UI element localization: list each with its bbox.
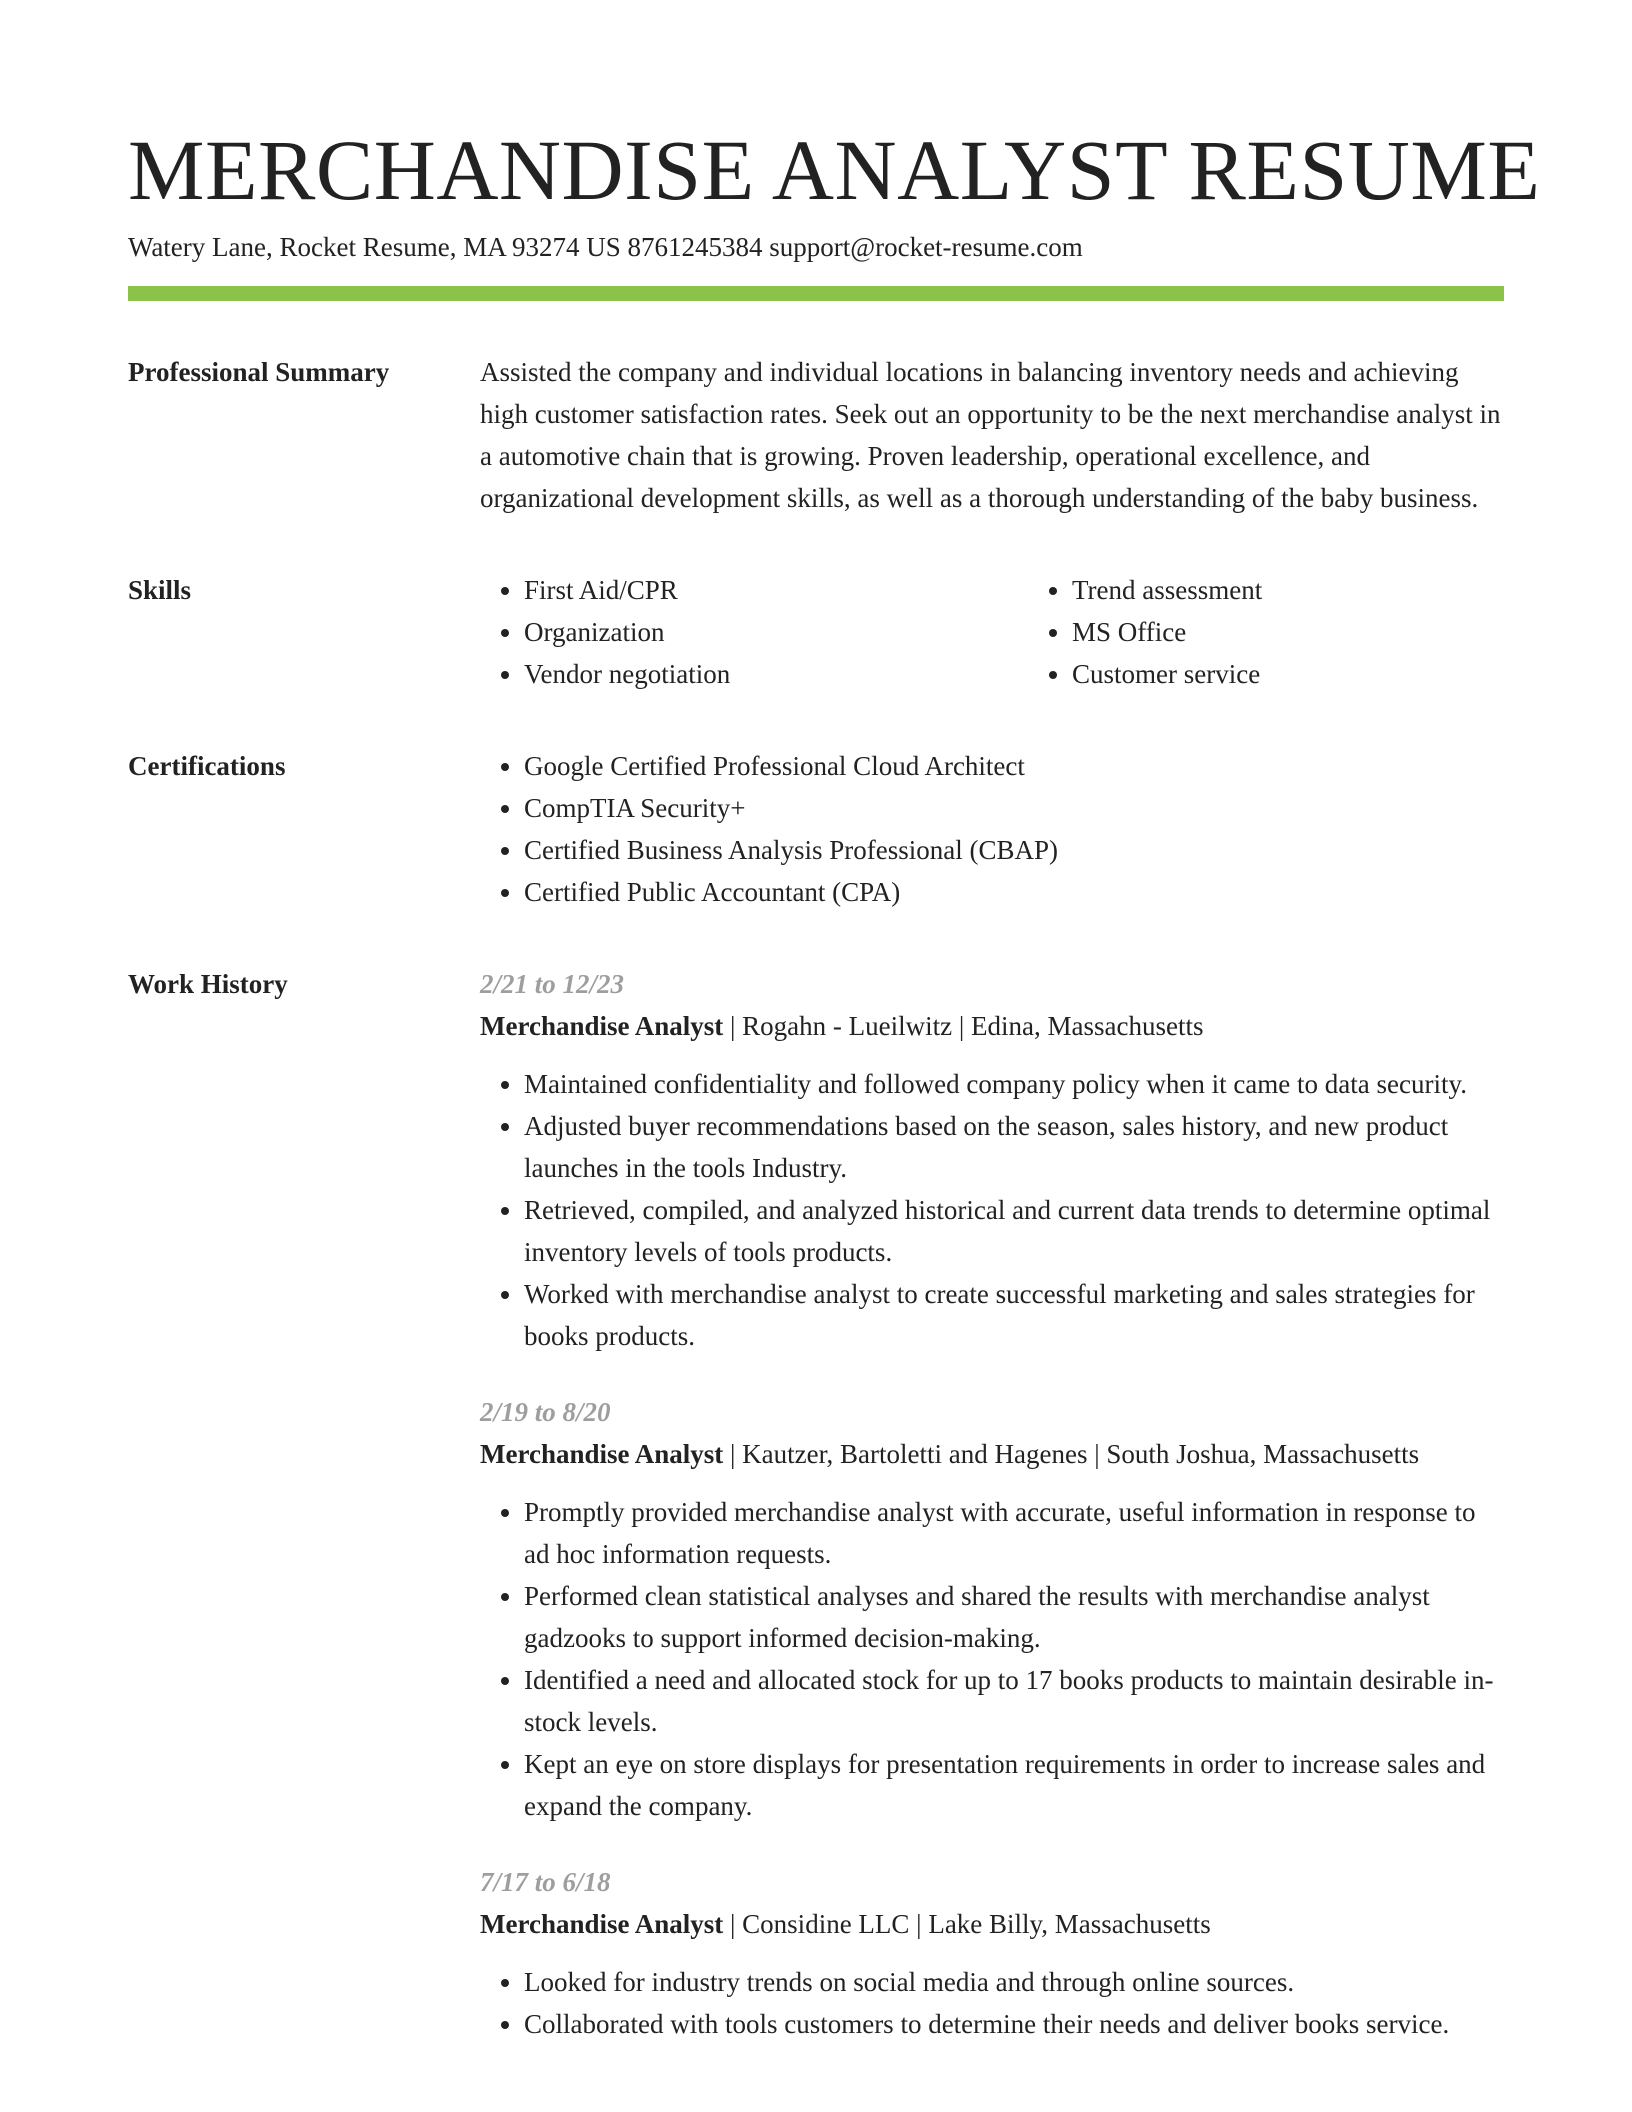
job-bullets — [480, 1961, 1504, 2045]
section-label-summary: Professional Summary — [128, 357, 390, 387]
job-bullet: • Collaborated with tools customers to determine their needs and deliver books service. — [524, 2003, 1504, 2045]
certifications-list — [480, 745, 1504, 913]
job-title: Merchandise Analyst — [480, 1909, 724, 1939]
job-bullet: • Retrieved, compiled, and analyzed historical and current data trends to determine optimal inventory levels of tools products. — [524, 1189, 1504, 1273]
job-dates: 7/17 to 6/18 — [480, 1867, 611, 1897]
job-bullet: • Promptly provided merchandise analyst with accurate, useful information in response to ad hoc information requests. — [524, 1491, 1504, 1575]
section-body-skills — [480, 569, 1576, 695]
job-title: Merchandise Analyst — [480, 1439, 724, 1469]
section-label-certifications: Certifications — [128, 751, 286, 781]
skill-item: • MS Office — [1072, 611, 1576, 653]
certification-item: • CompTIA Security+ — [524, 787, 1504, 829]
job-bullet: • Performed clean statistical analyses and shared the results with merchandise analyst gadzooks to support informed decision-making. — [524, 1575, 1504, 1659]
job-dates: 2/19 to 8/20 — [480, 1397, 611, 1427]
section-body-summary — [480, 351, 1504, 519]
job-heading — [480, 1903, 1504, 1945]
certification-item: • Certified Business Analysis Professional (CBAP) — [524, 829, 1504, 871]
skill-item: • First Aid/CPR — [524, 569, 1028, 611]
header-rule — [128, 286, 1504, 301]
job-bullet: • Identified a need and allocated stock for up to 17 books products to maintain desirable in-stock levels. — [524, 1659, 1504, 1743]
resume-page — [128, 0, 1541, 2079]
job-title: Merchandise Analyst — [480, 1011, 724, 1041]
job-entry — [480, 1391, 1504, 1827]
section-work-history — [128, 963, 1504, 2079]
section-professional-summary — [128, 351, 1504, 519]
job-entry — [480, 1861, 1504, 2045]
section-certifications — [128, 745, 1504, 913]
job-bullet: • Looked for industry trends on social media and through online sources. — [524, 1961, 1504, 2003]
section-body-work-history — [480, 963, 1504, 2079]
skill-item: • Trend assessment — [1072, 569, 1576, 611]
job-bullets — [480, 1063, 1504, 1357]
skills-grid — [480, 569, 1576, 695]
job-bullet: • Maintained confidentiality and followed company policy when it came to data security. — [524, 1063, 1504, 1105]
job-heading — [480, 1433, 1504, 1475]
job-bullet: • Adjusted buyer recommendations based on the season, sales history, and new product launches in the tools Industry. — [524, 1105, 1504, 1189]
resume-title: MERCHANDISE ANALYST RESUME — [128, 122, 1541, 218]
job-bullet: • Worked with merchandise analyst to create successful marketing and sales strategies for books products. — [524, 1273, 1504, 1357]
certification-item: • Google Certified Professional Cloud Architect — [524, 745, 1504, 787]
job-heading — [480, 1005, 1504, 1047]
section-label-skills: Skills — [128, 575, 192, 605]
job-employer-location: | Considine LLC | Lake Billy, Massachusetts — [723, 1909, 1211, 1939]
section-body-certifications — [480, 745, 1504, 913]
job-employer-location: | Kautzer, Bartoletti and Hagenes | South Joshua, Massachusetts — [723, 1439, 1420, 1469]
job-employer-location: | Rogahn - Lueilwitz | Edina, Massachusetts — [723, 1011, 1204, 1041]
skills-column-2 — [1028, 569, 1576, 695]
section-skills — [128, 569, 1504, 695]
job-bullets — [480, 1491, 1504, 1827]
skill-item: • Customer service — [1072, 653, 1576, 695]
contact-info: Watery Lane, Rocket Resume, MA 93274 US 8761245384 support@rocket-resume.com — [128, 232, 1083, 262]
summary-text: Assisted the company and individual locations in balancing inventory needs and achieving high customer satisfaction rates. Seek out an opportunity to be the next merchandise analyst in a automotive chain that is growing. Proven leadership, operational excellence, and organizational development skills, as well as a thorough understanding of the baby business. — [480, 357, 1501, 513]
certification-item: • Certified Public Accountant (CPA) — [524, 871, 1504, 913]
skill-item: • Vendor negotiation — [524, 653, 1028, 695]
job-bullet: • Kept an eye on store displays for presentation requirements in order to increase sales and expand the company. — [524, 1743, 1504, 1827]
skill-item: • Organization — [524, 611, 1028, 653]
job-entry — [480, 963, 1504, 1357]
skills-column-1 — [480, 569, 1028, 695]
job-dates: 2/21 to 12/23 — [480, 969, 625, 999]
section-label-work-history: Work History — [128, 969, 288, 999]
